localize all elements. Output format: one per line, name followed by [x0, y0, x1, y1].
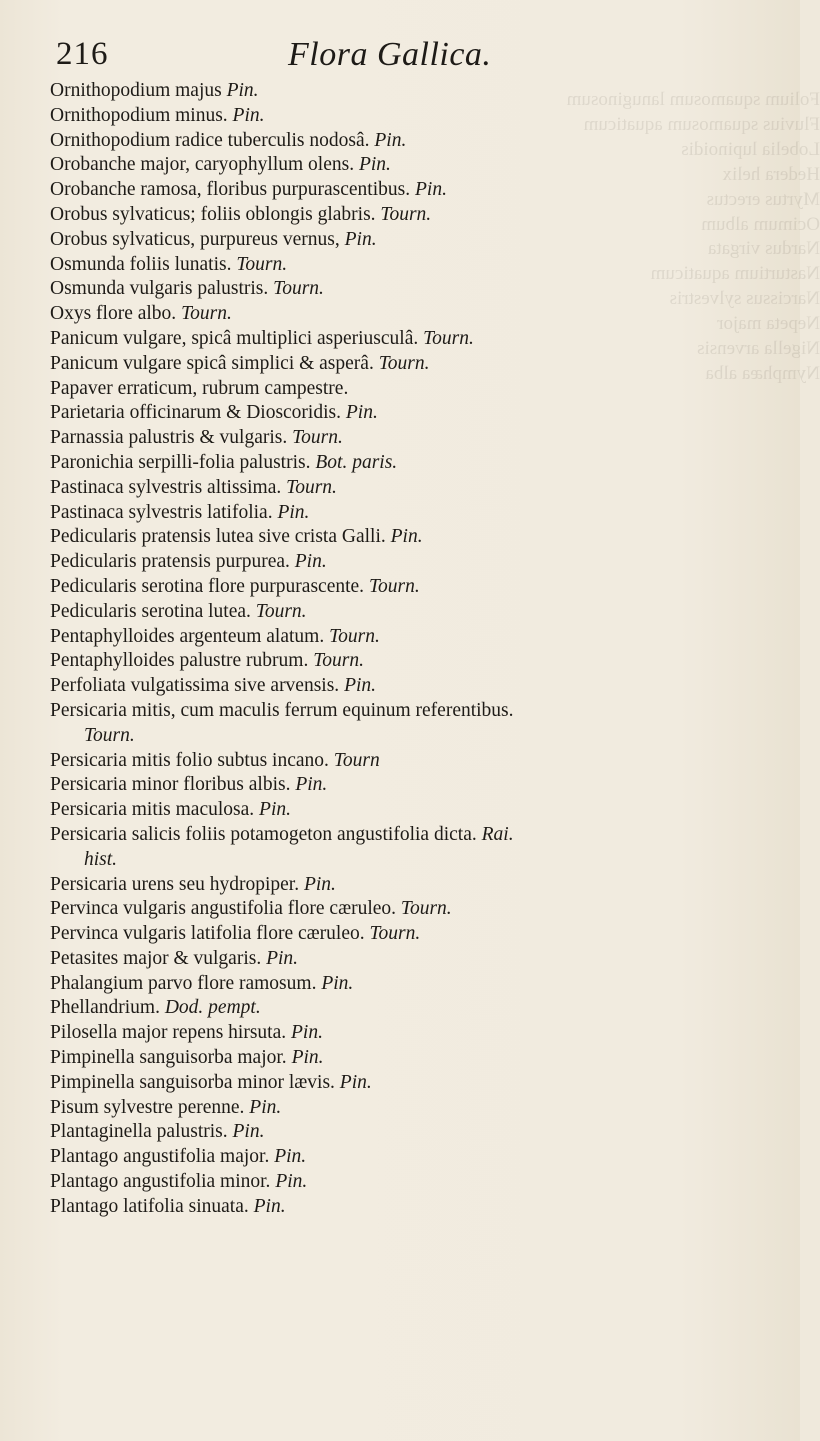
authority-abbreviation: Pin.	[374, 129, 407, 151]
authority-abbreviation: Pin.	[253, 1195, 286, 1217]
plant-name: Pisum sylvestre perenne.	[50, 1096, 245, 1118]
plant-entry	[50, 1071, 770, 1096]
plant-entry	[50, 525, 770, 550]
plant-entry	[50, 1120, 770, 1145]
plant-name: Phalangium parvo flore ramosum.	[50, 972, 317, 994]
plant-entry	[50, 1195, 770, 1220]
plant-entry	[50, 1096, 770, 1121]
plant-name: Pentaphylloides palustre rubrum.	[50, 650, 309, 672]
authority-abbreviation: Pin.	[274, 1146, 307, 1168]
authority-abbreviation: Pin.	[232, 104, 265, 126]
authority-abbreviation: Pin.	[390, 526, 423, 548]
authority-abbreviation: Pin.	[303, 873, 336, 895]
plant-name: Petasites major & vulgaris.	[50, 947, 262, 969]
plant-entry	[50, 798, 770, 823]
plant-name: Pervinca vulgaris latifolia flore cæruleo.	[50, 923, 365, 945]
plant-entry	[50, 377, 770, 402]
plant-entry	[50, 897, 770, 922]
authority-abbreviation: Tourn.	[329, 625, 380, 647]
plant-name: Ornithopodium radice tuberculis nodosâ.	[50, 129, 370, 151]
authority-abbreviation: Pin.	[358, 154, 391, 176]
plant-entry	[50, 972, 770, 997]
authority-abbreviation: Tourn.	[286, 476, 337, 498]
plant-entry	[50, 773, 770, 798]
plant-entry	[50, 600, 770, 625]
plant-name: Persicaria mitis maculosa.	[50, 799, 255, 821]
plant-entry	[50, 649, 770, 674]
authority-abbreviation: Pin.	[414, 179, 447, 201]
authority-abbreviation: Pin.	[291, 1022, 323, 1044]
authority-abbreviation: Pin.	[259, 799, 291, 821]
plant-entry	[50, 996, 770, 1021]
authority-abbreviation: Pin.	[294, 551, 327, 573]
plant-name: Oxys flore albo.	[50, 303, 177, 325]
plant-name: Pedicularis pratensis purpurea.	[50, 551, 290, 573]
plant-name: Osmunda foliis lunatis.	[50, 253, 232, 275]
plant-name: Orobanche major, caryophyllum olens.	[50, 154, 355, 176]
plant-name: Plantago angustifolia minor.	[50, 1171, 271, 1193]
plant-entry	[50, 426, 770, 451]
authority-abbreviation: Pin.	[266, 947, 299, 969]
authority-abbreviation: Tourn.	[380, 203, 432, 225]
plant-name: Ornithopodium minus.	[50, 104, 228, 126]
plant-entry	[50, 451, 770, 476]
plant-name: Pimpinella sanguisorba minor lævis.	[50, 1071, 335, 1093]
plant-name: Papaver erraticum, rubrum campestre.	[50, 377, 349, 399]
plant-entry	[50, 674, 770, 699]
plant-entry	[50, 178, 770, 203]
authority-abbreviation: Tourn.	[292, 427, 343, 449]
plant-name: Pastinaca sylvestris latifolia.	[50, 501, 273, 523]
plant-name: Parietaria officinarum & Dioscoridis.	[50, 402, 341, 424]
plant-name: Plantaginella palustris.	[50, 1121, 228, 1143]
plant-entry-continuation: Tourn.	[84, 724, 135, 746]
authority-abbreviation: Pin.	[295, 774, 328, 796]
plant-entry	[50, 575, 770, 600]
plant-entry	[50, 228, 770, 253]
authority-abbreviation: Tourn.	[368, 575, 420, 597]
plant-name: Persicaria urens seu hydropiper.	[50, 873, 300, 895]
authority-abbreviation: Tourn.	[378, 352, 430, 374]
running-title: Flora Gallica.	[288, 36, 492, 73]
plant-entry	[50, 873, 770, 898]
plant-name: Plantago angustifolia major.	[50, 1146, 270, 1168]
plant-name: Panicum vulgare spicâ simplici & asperâ.	[50, 352, 374, 374]
plant-name: Persicaria minor floribus albis.	[50, 774, 291, 796]
plant-name: Parnassia palustris & vulgaris.	[50, 427, 288, 449]
plant-name: Pedicularis pratensis lutea sive crista Galli.	[50, 526, 386, 548]
authority-abbreviation: Pin.	[345, 402, 378, 424]
authority-abbreviation: Pin.	[249, 1096, 282, 1118]
authority-abbreviation: Tourn.	[400, 898, 452, 920]
plant-entry	[50, 1170, 770, 1195]
plant-entry	[50, 922, 770, 947]
plant-name: Phellandrium.	[50, 997, 160, 1019]
plant-name: Pervinca vulgaris angustifolia flore cæruleo.	[50, 898, 397, 920]
plant-name: Orobanche ramosa, floribus purpurascentibus.	[50, 179, 411, 201]
authority-abbreviation: Pin.	[226, 80, 259, 101]
plant-name: Plantago latifolia sinuata.	[50, 1195, 249, 1217]
plant-entry	[50, 947, 770, 972]
plant-name: Osmunda vulgaris palustris.	[50, 278, 269, 300]
plant-entry	[50, 401, 770, 426]
plant-name: Pentaphylloides argenteum alatum.	[50, 625, 325, 647]
authority-abbreviation: Bot. paris.	[315, 451, 398, 473]
authority-abbreviation: Tourn.	[313, 650, 364, 672]
page-number: 216	[56, 36, 109, 72]
plant-name: Paronichia serpilli-folia palustris.	[50, 451, 311, 473]
plant-entry	[50, 104, 770, 129]
plant-entry-continuation: hist.	[84, 848, 118, 870]
plant-name: Panicum vulgare, spicâ multiplici asperiusculâ.	[50, 327, 419, 349]
plant-entry	[50, 823, 770, 848]
plant-entry	[50, 749, 770, 774]
plant-entry	[50, 129, 770, 154]
plant-entry	[50, 302, 770, 327]
authority-abbreviation: Dod. pempt.	[164, 997, 261, 1019]
plant-name: Pedicularis serotina lutea.	[50, 600, 251, 622]
authority-abbreviation: Pin.	[277, 501, 310, 523]
plant-name: Perfoliata vulgatissima sive arvensis.	[50, 675, 340, 697]
authority-abbreviation: Pin.	[321, 972, 354, 994]
authority-abbreviation: Pin.	[344, 228, 377, 250]
plant-entry	[50, 253, 770, 278]
plant-entry	[50, 352, 770, 377]
plant-name: Persicaria mitis folio subtus incano.	[50, 749, 329, 771]
show-through-text: Folium squamosum lanuginosum Fluvius squamosum aquaticum Lobelia lupinoidis Hedera helix Myrtus erectus Ocimum album Nardus virgata Nasturtium aquaticum Narcissus sylvestris Nepeta major Nigella arvensis Nymphæa alba	[566, 89, 820, 384]
plant-name: Pedicularis serotina flore purpurascente.	[50, 575, 365, 597]
plant-entry	[50, 699, 770, 724]
authority-abbreviation: Pin.	[344, 675, 377, 697]
plant-name: Pilosella major repens hirsuta.	[50, 1022, 287, 1044]
authority-abbreviation: Tourn.	[181, 303, 232, 325]
plant-entry	[50, 476, 770, 501]
authority-abbreviation: Tourn.	[236, 253, 288, 275]
authority-abbreviation: Pin.	[339, 1071, 372, 1093]
plant-name: Persicaria salicis foliis potamogeton angustifolia dicta.	[50, 823, 477, 845]
plant-name: Pimpinella sanguisorba major.	[50, 1047, 287, 1069]
plant-entry	[50, 625, 770, 650]
authority-abbreviation: Pin.	[275, 1171, 308, 1193]
plant-entry	[50, 1046, 770, 1071]
authority-abbreviation: Tourn	[333, 749, 380, 771]
plant-entry	[50, 203, 770, 228]
plant-name: Orobus sylvaticus, purpureus vernus,	[50, 228, 340, 250]
plant-name: Persicaria mitis, cum maculis ferrum equinum referentibus.	[50, 699, 514, 721]
plant-name: Orobus sylvaticus; foliis oblongis glabris.	[50, 203, 376, 225]
authority-abbreviation: Tourn.	[369, 923, 421, 945]
plant-entry	[50, 327, 770, 352]
plant-entry	[50, 277, 770, 302]
authority-abbreviation: Tourn.	[423, 327, 474, 349]
plant-entry	[50, 1021, 770, 1046]
authority-abbreviation: Tourn.	[273, 278, 324, 300]
plant-entry	[50, 153, 770, 178]
authority-abbreviation: Rai.	[481, 823, 514, 845]
plant-entry	[50, 1145, 770, 1170]
authority-abbreviation: Tourn.	[255, 600, 307, 622]
plant-name-list	[50, 79, 770, 1220]
plant-entry	[50, 79, 770, 104]
plant-entry	[50, 550, 770, 575]
authority-abbreviation: Pin.	[232, 1121, 265, 1143]
plant-entry	[50, 501, 770, 526]
plant-name: Pastinaca sylvestris altissima.	[50, 476, 282, 498]
authority-abbreviation: Pin.	[291, 1047, 324, 1069]
plant-name: Ornithopodium majus	[50, 80, 222, 101]
